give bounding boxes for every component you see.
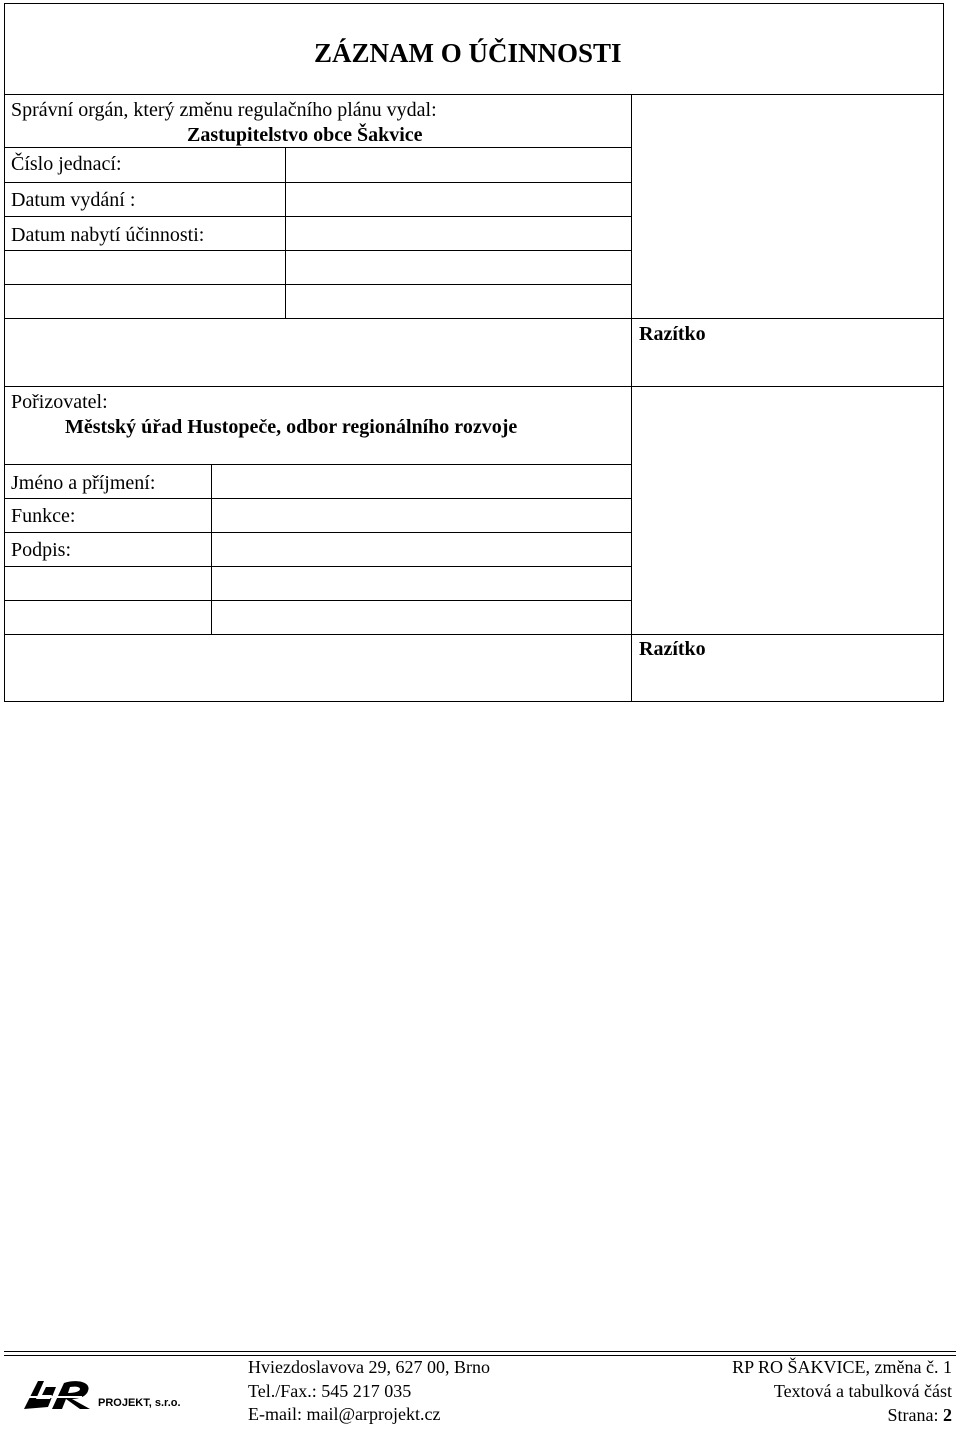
- row-divider: [4, 284, 632, 285]
- footer-document-title: RP RO ŠAKVICE, změna č. 1: [732, 1357, 952, 1377]
- row-divider: [4, 566, 632, 567]
- reference-number-label: Číslo jednací:: [11, 153, 122, 175]
- page-number: 2: [943, 1405, 952, 1425]
- footer-rule-top: [4, 1351, 956, 1352]
- row-divider: [4, 147, 632, 148]
- stamp-column-divider-2: [631, 386, 632, 702]
- issue-date-label: Datum vydání :: [11, 189, 136, 211]
- effective-date-label: Datum nabytí účinnosti:: [11, 224, 205, 246]
- row-divider: [4, 600, 632, 601]
- row-divider: [4, 634, 944, 635]
- table-border-left: [4, 3, 5, 702]
- row-divider: [4, 250, 632, 251]
- logo-company-text: PROJEKT, s.r.o.: [98, 1397, 181, 1409]
- row-divider: [4, 318, 944, 319]
- footer-phone: Tel./Fax.: 545 217 035: [248, 1381, 412, 1401]
- row-divider: [4, 216, 632, 217]
- table-border-top: [4, 3, 944, 4]
- footer-page-indicator: [888, 1404, 953, 1426]
- table-border-bottom: [4, 701, 944, 702]
- issuing-authority-value: Zastupitelstvo obce Šakvice: [187, 124, 423, 146]
- ar-logo-icon: [22, 1377, 102, 1411]
- row-divider: [4, 498, 632, 499]
- procurer-label: Pořizovatel:: [11, 391, 108, 413]
- row-divider: [4, 182, 632, 183]
- function-label: Funkce:: [11, 505, 76, 527]
- signature-label: Podpis:: [11, 539, 72, 561]
- stamp-label-2: Razítko: [639, 638, 706, 660]
- field-column-divider-2: [211, 464, 212, 634]
- stamp-column-divider-1: [631, 94, 632, 387]
- section-divider: [4, 386, 944, 387]
- issuing-authority-label: Správní orgán, který změnu regulačního plánu vydal:: [11, 99, 437, 121]
- title-row-divider: [4, 94, 944, 95]
- table-border-right: [943, 3, 944, 702]
- field-column-divider-1: [285, 147, 286, 319]
- row-divider: [4, 532, 632, 533]
- procurer-value: Městský úřad Hustopeče, odbor regionálního rozvoje: [65, 416, 518, 438]
- page-label: Strana:: [887, 1405, 943, 1425]
- footer-document-part: Textová a tabulková část: [773, 1381, 952, 1401]
- footer-email: E-mail: mail@arprojekt.cz: [248, 1404, 441, 1424]
- footer-address: Hviezdoslavova 29, 627 00, Brno: [248, 1357, 490, 1377]
- name-label: Jméno a příjmení:: [11, 472, 156, 494]
- stamp-label-1: Razítko: [639, 323, 706, 345]
- page-title: ZÁZNAM O ÚČINNOSTI: [314, 38, 622, 68]
- row-divider: [4, 464, 632, 465]
